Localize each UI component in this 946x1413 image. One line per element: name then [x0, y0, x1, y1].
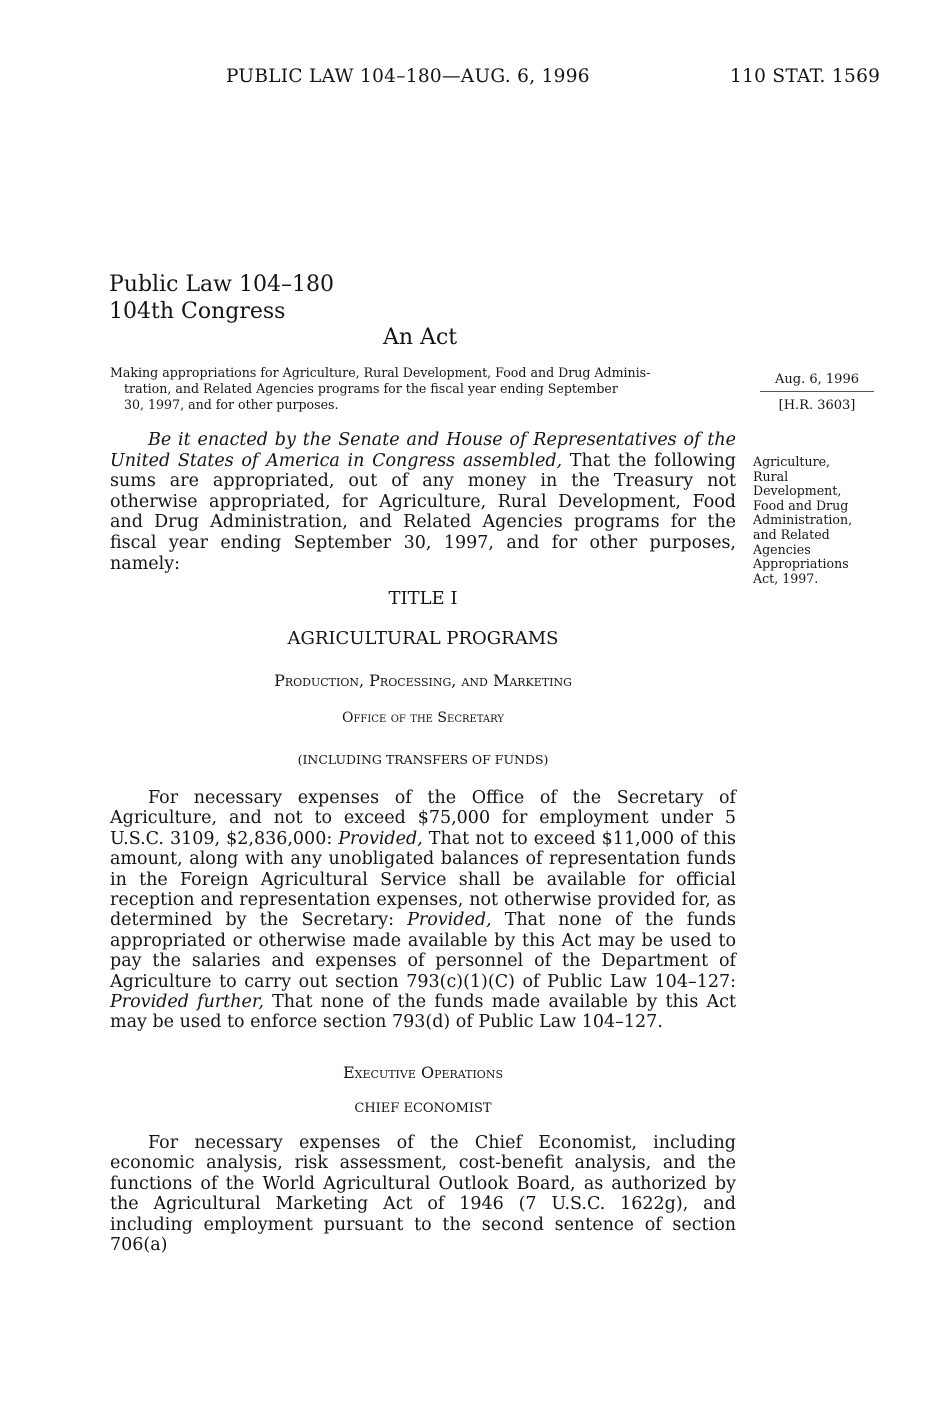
- running-header-title: PUBLIC LAW 104–180—AUG. 6, 1996: [226, 66, 590, 87]
- margin-divider: [760, 391, 874, 392]
- section-heading-production: Production, Processing, and Marketing: [274, 671, 572, 690]
- proviso: Provided further,: [110, 992, 264, 1013]
- margin-short-title-line: Administration,: [753, 512, 853, 528]
- secretary-appropriation-paragraph: [110, 788, 736, 1033]
- margin-short-title-line: Act, 1997.: [753, 570, 819, 586]
- title-name-heading: AGRICULTURAL PROGRAMS: [287, 628, 559, 649]
- paragraph-text: That none of the funds appropriated or otherwise made available by this Act may be used to pay the salaries and expenses of personnel of the Department of Agriculture to carry out section 793(c)(1)(C) of Public Law 104–127:: [110, 910, 736, 992]
- proviso: Provided,: [407, 910, 492, 931]
- act-purpose: [110, 365, 738, 413]
- margin-enactment-date: Aug. 6, 1996: [775, 372, 859, 387]
- statute-page-reference: 110 STAT. 1569: [730, 66, 881, 87]
- purpose-line: Making appropriations for Agriculture, Rural Development, Food and Drug Adminis-: [110, 365, 651, 380]
- section-heading-executive: Executive Operations: [342, 1063, 503, 1082]
- chief-economist-paragraph: For necessary expenses of the Chief Economist, including economic analysis, risk assessment, cost-benefit analysis, and the functions of the World Agricultural Outlook Board, as authorized by the Agricultural Marketing Act of 1946 (7 U.S.C. 1622g), and including employment pursuant to the second sentence of section 706(a): [110, 1133, 736, 1256]
- paragraph-text: For necessary expenses of the Office of the Secretary of Agriculture, and not to exceed $75,000 for employment under 5 U.S.C. 3109, $2,836,000:: [110, 788, 736, 849]
- congress-number: 104th Congress: [109, 299, 286, 324]
- margin-bill-number: [H.R. 3603]: [778, 398, 856, 413]
- margin-short-title-line: Food and Drug: [753, 497, 849, 513]
- margin-short-title-line: Development,: [753, 483, 842, 499]
- margin-short-title-line: Rural: [753, 468, 789, 484]
- margin-short-title-line: Agriculture,: [753, 454, 831, 469]
- margin-short-title-line: and Related: [753, 526, 830, 542]
- act-heading: An Act: [383, 325, 458, 350]
- public-law-number: Public Law 104–180: [109, 272, 334, 297]
- paragraph-text: That not to exceed $11,000 of this amount, along with any unobligated balances of representation funds in the Foreign Agricultural Service shall be available for official reception and representation expenses, not otherwise provided for, as determined by the Secretary:: [110, 828, 737, 931]
- subheading-chief-economist: CHIEF ECONOMIST: [354, 1101, 492, 1116]
- section-heading-office: Office of the Secretary: [342, 710, 504, 726]
- enacting-clause-paragraph: [110, 430, 736, 574]
- margin-short-title: [753, 455, 871, 586]
- proviso: Provided,: [338, 828, 423, 849]
- purpose-line: 30, 1997, and for other purposes.: [124, 397, 339, 412]
- enacting-text: That the following sums are appropriated, out of any money in the Treasury not otherwise appropriated, for Agriculture, Rural Development, Food and Drug Administration, and Related Agencies programs for the fiscal year ending September 30, 1997, and for other purposes, namely:: [110, 450, 736, 574]
- paragraph-text: That none of the funds made available by this Act may be used to enforce section 793(d) of Public Law 104–127.: [110, 992, 736, 1033]
- subheading-transfers: (INCLUDING TRANSFERS OF FUNDS): [297, 752, 549, 767]
- purpose-line: tration, and Related Agencies programs for the fiscal year ending September: [124, 381, 618, 396]
- margin-short-title-line: Agencies: [753, 541, 811, 557]
- title-number-heading: TITLE I: [388, 588, 458, 609]
- margin-short-title-line: Appropriations: [753, 556, 849, 572]
- enacting-clause: Be it enacted by the Senate and House of Representatives of the United States of America in Congress assembled,: [110, 430, 736, 471]
